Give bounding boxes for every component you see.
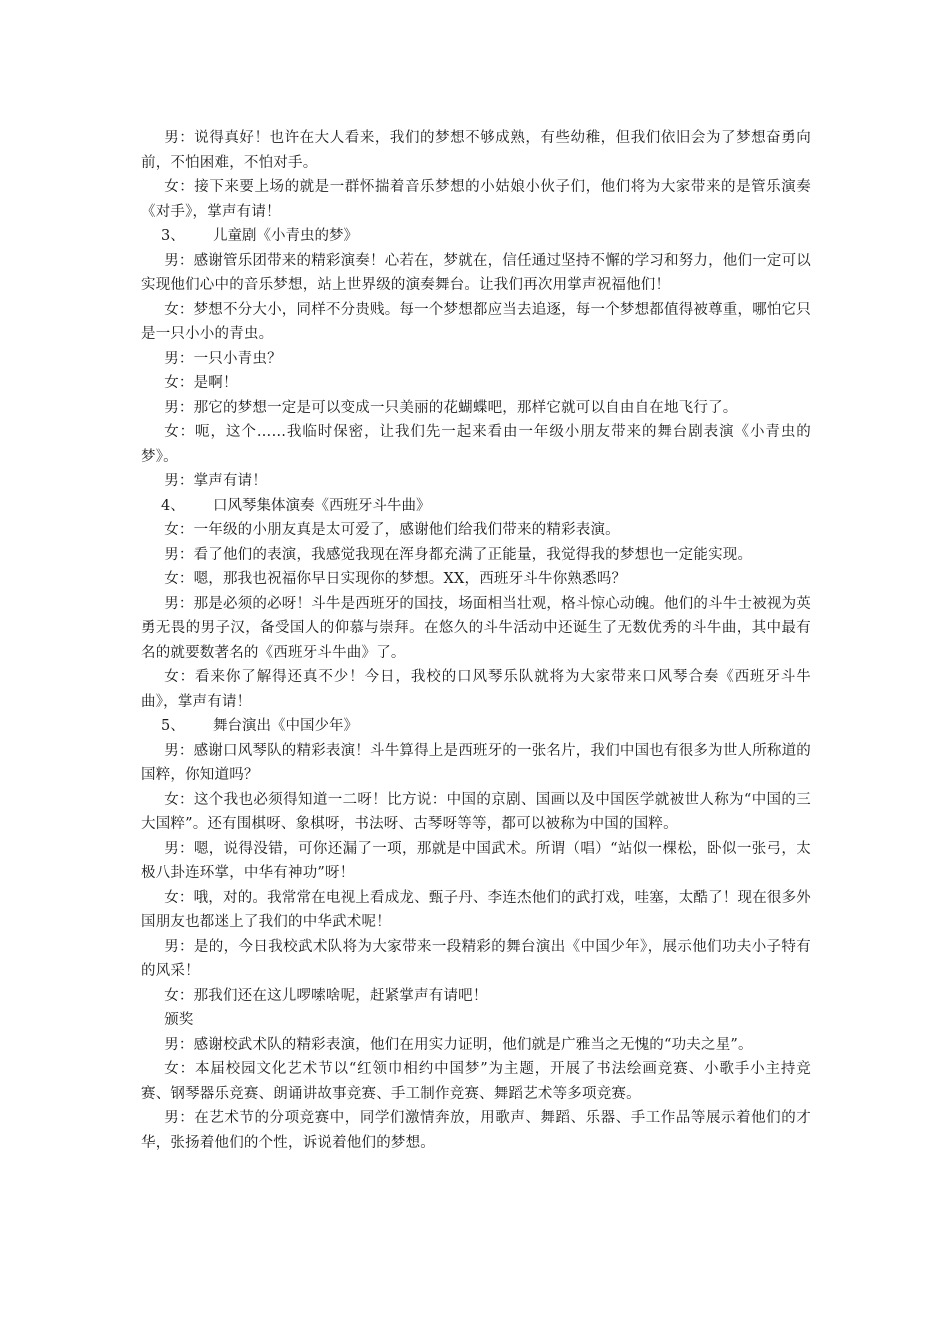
paragraph: 男：感谢管乐团带来的精彩演奏！心若在，梦就在，信任通过坚持不懈的学习和努力，他们一定可以实现他们心中的音乐梦想，站上世界级的演奏舞台。让我们再次用掌声祝福他们！ bbox=[141, 252, 811, 293]
program-number: 5、 bbox=[161, 718, 185, 734]
paragraph: 女：呃，这个……我临时保密，让我们先一起来看由一年级小朋友带来的舞台剧表演《小青虫的梦》。 bbox=[141, 424, 811, 465]
paragraph: 男：那它的梦想一定是可以变成一只美丽的花蝴蝶吧，那样它就可以自由自在地飞行了。 bbox=[164, 399, 738, 416]
program-title: 儿童剧《小青虫的梦》 bbox=[213, 228, 358, 244]
program-title: 口风琴集体演奏《西班牙斗牛曲》 bbox=[213, 497, 431, 514]
program-heading bbox=[141, 494, 811, 519]
paragraph: 男：那是必须的必呀！斗牛是西班牙的国技，场面相当壮观，格斗惊心动魄。他们的斗牛士被视为英勇无畏的男子汉，备受国人的仰慕与崇拜。在悠久的斗牛活动中还诞生了无数优秀的斗牛曲，其中最有名的就要数著名的《西班牙斗牛曲》了。 bbox=[141, 595, 811, 661]
paragraph: 女：一年级的小朋友真是太可爱了，感谢他们给我们带来的精彩表演。 bbox=[164, 522, 620, 538]
paragraph: 女：本届校园文化艺术节以“红领巾相约中国梦”为主题，开展了书法绘画竞赛、小歌手小主持竞赛、钢琴器乐竞赛、朗诵讲故事竞赛、手工制作竞赛、舞蹈艺术等多项竞赛。 bbox=[141, 1061, 811, 1102]
paragraph: 男：看了他们的表演，我感觉我现在浑身都充满了正能量，我觉得我的梦想也一定能实现。 bbox=[164, 546, 753, 563]
paragraph: 男：在艺术节的分项竞赛中，同学们激情奔放，用歌声、舞蹈、乐器、手工作品等展示着他们的才华，张扬着他们的个性，诉说着他们的梦想。 bbox=[141, 1110, 811, 1151]
program-number: 4、 bbox=[161, 497, 185, 514]
paragraph: 女：嗯，那我也祝福你早日实现你的梦想。XX，西班牙斗牛你熟悉吗？ bbox=[164, 571, 627, 587]
document-body bbox=[141, 126, 811, 1155]
paragraph: 男：掌声有请！ bbox=[164, 473, 268, 489]
paragraph: 女：哦，对的。我常常在电视上看成龙、甄子丹、李连杰他们的武打戏，哇塞，太酷了！现在很多外国朋友也都迷上了我们的中华武术呢！ bbox=[141, 889, 811, 930]
paragraph: 男：感谢口风琴队的精彩表演！斗牛算得上是西班牙的一张名片，我们中国也有很多为世人所称道的国粹，你知道吗？ bbox=[141, 742, 811, 783]
paragraph: 男：一只小青虫？ bbox=[164, 350, 282, 367]
program-title: 舞台演出《中国少年》 bbox=[213, 718, 358, 734]
paragraph: 男：感谢校武术队的精彩表演，他们在用实力证明，他们就是广雅当之无愧的“功夫之星”。 bbox=[164, 1036, 753, 1053]
section-label: 颁奖 bbox=[164, 1012, 194, 1028]
paragraph: 女：看来你了解得还真不少！今日，我校的口风琴乐队就将为大家带来口风琴合奏《西班牙斗牛曲》，掌声有请！ bbox=[141, 669, 811, 710]
paragraph: 男：是的，今日我校武术队将为大家带来一段精彩的舞台演出《中国少年》，展示他们功夫小子特有的风采！ bbox=[141, 938, 811, 979]
paragraph: 女：是啊！ bbox=[164, 375, 238, 391]
paragraph: 女：梦想不分大小，同样不分贵贱。每一个梦想都应当去追逐，每一个梦想都值得被尊重，哪怕它只是一只小小的青虫。 bbox=[141, 301, 811, 342]
program-number: 3、 bbox=[161, 228, 185, 244]
paragraph: 女：接下来要上场的就是一群怀揣着音乐梦想的小姑娘小伙子们，他们将为大家带来的是管乐演奏《对手》，掌声有请！ bbox=[141, 179, 811, 220]
paragraph: 男：说得真好！也许在大人看来，我们的梦想不够成熟，有些幼稚，但我们依旧会为了梦想奋勇向前，不怕困难，不怕对手。 bbox=[141, 130, 811, 171]
paragraph: 男：嗯，说得没错，可你还漏了一项，那就是中国武术。所谓（唱）“站似一棵松，卧似一张弓，太极八卦连环掌，中华有神功”呀！ bbox=[141, 840, 811, 881]
program-heading bbox=[141, 224, 811, 249]
program-heading bbox=[141, 714, 811, 739]
paragraph: 女：那我们还在这儿啰嗦啥呢，赶紧掌声有请吧！ bbox=[164, 987, 488, 1004]
paragraph: 女：这个我也必须得知道一二呀！比方说：中国的京剧、国画以及中国医学就被世人称为“中国的三大国粹”。还有围棋呀、象棋呀，书法呀、古琴呀等等，都可以被称为中国的国粹。 bbox=[141, 791, 811, 832]
